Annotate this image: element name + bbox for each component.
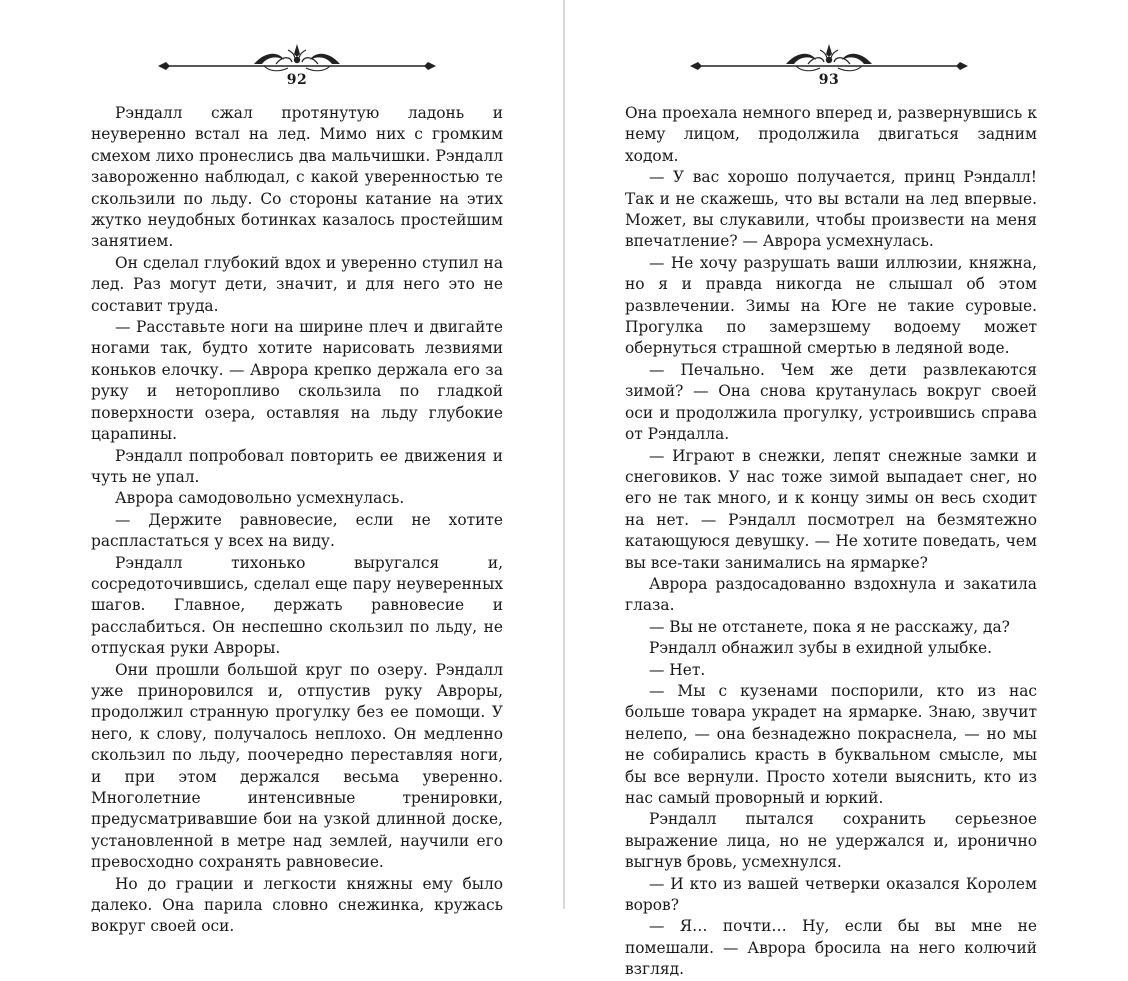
book-spine: [563, 0, 565, 909]
paragraph: Аврора самодовольно усмехнулась.: [115, 489, 405, 508]
paragraph: Рэндалл обнажил зубы в ехидной улыбке.: [649, 639, 992, 658]
paragraph: — И кто из вашей четверки оказался Королем воров?: [625, 874, 1037, 915]
paragraph: — Расставьте ноги на ширине плеч и двигайте ногами так, будто хотите нарисовать лезвиями коньков елочку. — Аврора крепко держала его за руку и неторопливо скользила по гладкой поверхности озера, оставляя на льду глубокие царапины.: [91, 318, 503, 444]
paragraph: — У вас хорошо получается, принц Рэндалл! Так и не скажешь, что вы встали на лед впервые. Может, вы слукавили, чтобы произвести на меня впечатление? — Аврора усмехнулась.: [625, 168, 1037, 251]
paragraph: Аврора раздосадованно вздохнула и закатила глаза.: [625, 574, 1037, 615]
paragraph: — Я… почти… Ну, если бы вы мне не помешали. — Аврора бросила на него колючий взгляд.: [625, 917, 1037, 979]
paragraph: Рэндалл пытался сохранить серьезное выражение лица, но не удержался и, иронично выгнув бровь, усмехнулся.: [625, 810, 1037, 872]
paragraph: — Держите равновесие, если не хотите распластаться у всех на виду.: [91, 510, 503, 551]
paragraph: Он сделал глубокий вдох и уверенно ступил на лед. Раз могут дети, значит, и для него это не составит труда.: [91, 253, 503, 315]
paragraph: — Не хочу разрушать ваши иллюзии, княжна, но я и правда никогда не слышал об этом развлечении. Зимы на Юге не такие суровые. Прогулка по замерзшему водоему может обернуться страшной смертью в ледяной воде.: [625, 253, 1037, 358]
paragraph: Рэндалл попробовал повторить ее движения и чуть не упал.: [91, 446, 503, 486]
body-text: [91, 103, 503, 938]
paragraph: Она проехала немного вперед и, развернувшись к нему лицом, продолжила двигаться задним ходом.: [625, 104, 1037, 165]
paragraph: Но до грации и легкости княжны ему было далеко. Она парила словно снежинка, кружась вокруг своей оси.: [91, 874, 503, 936]
paragraph: — Вы не отстанете, пока я не расскажу, да?: [649, 617, 1010, 636]
page-number: 93: [818, 72, 840, 88]
left-page: [0, 0, 563, 936]
paragraph: Рэндалл сжал протянутую ладонь и неуверенно встал на лед. Мимо них с громким смехом лихо пронеслись два мальчишки. Рэндалл завороженно наблюдал, с какой уверенностью те скользили по льду. Со стороны катание на этих жутко неудобных ботинках казалось простейшим занятием.: [91, 104, 503, 251]
paragraph: — Нет.: [649, 660, 706, 679]
paragraph: — Печально. Чем же дети развлекаются зимой? — Она снова крутанулась вокруг своей оси и продолжила прогулку, устроившись справа от Рэндалла.: [625, 360, 1037, 444]
paragraph: — Мы с кузенами поспорили, кто из нас больше товара украдет на ярмарке. Знаю, звучит нелепо, — она безнадежно покраснела, — но мы не собирались красть в буквальном смысле, мы бы все вернули. Просто хотели выяснить, кто из нас самый проворный и юркий.: [625, 681, 1037, 807]
body-text: [625, 103, 1037, 981]
right-page: [566, 0, 1128, 979]
page-number: 92: [286, 72, 308, 88]
paragraph: Рэндалл тихонько выругался и, сосредоточившись, сделал еще пару неуверенных шагов. Главное, держать равновесие и расслабиться. Он неспешно скользил по льду, не отпуская руки Авроры.: [91, 553, 503, 658]
paragraph: Они прошли большой круг по озеру. Рэндалл уже приноровился и, отпустив руку Авроры, продолжил странную прогулку без ее помощи. У него, к слову, получалось неплохо. Он медленно скользил по льду, поочередно переставляя ноги, и при этом держался весьма уверенно. Многолетние интенсивные тренировки, предусматривавшие бои на узкой длинной доске, установленной в метре над землей, научили его превосходно сохранять равновесие.: [91, 660, 503, 872]
paragraph: — Играют в снежки, лепят снежные замки и снеговиков. У нас тоже зимой выпадает снег, но его не так много, и к концу зимы он весь сходит на нет. — Рэндалл посмотрел на безмятежно катающуюся девушку. — Не хотите поведать, чем вы все-таки занимались на ярмарке?: [625, 446, 1037, 572]
